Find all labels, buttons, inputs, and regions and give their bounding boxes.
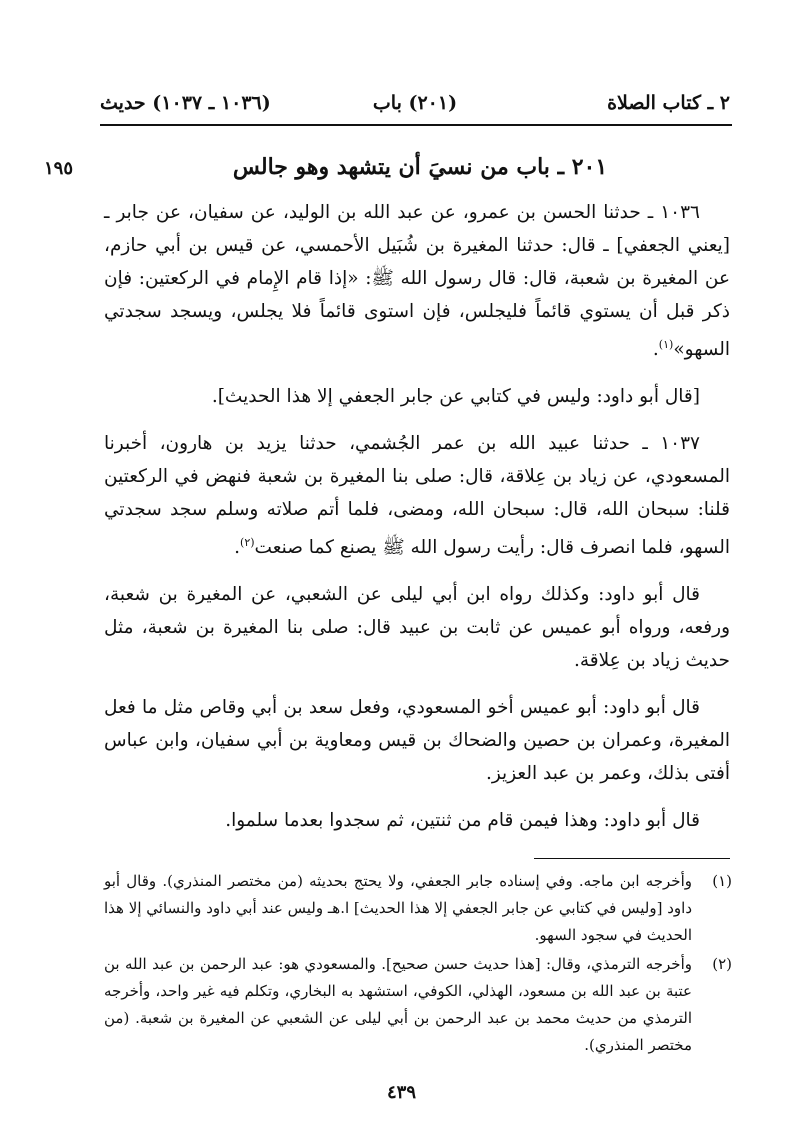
header-chapter: (٢٠١) باب [372,92,458,114]
footnote-2-mark: (٢) [712,955,732,973]
hadith-1036-text: ١٠٣٦ ـ حدثنا الحسن بن عمرو، عن عبد الله بن الوليد، عن سفيان، عن جابر ـ [يعني الجعفي] ـ قال: حدثنا المغيرة بن شُبَيل الأحمسي، عن قيس بن أبي حازم، عن المغيرة بن شعبة، قال: قال رسول الله ﷺ: «إذا قام الإِمام في الركعتين: فإن ذكر قبل أن يستوي قائماً فليجلس، فإن استوى قائماً فلا يجلس، ويسجد سجدتي السهو» [104,202,730,361]
abu-dawud-note-2: قال أبو داود: وكذلك رواه ابن أبي ليلى عن الشعبي، عن المغيرة بن شعبة، ورفعه، ورواه أبو عميس عن ثابت بن عبيد قال: صلى بنا المغيرة بن شعبة، مثل حديث زياد بن عِلاقة. [104,584,731,672]
header-divider [100,124,732,126]
footnote-divider [534,858,730,859]
header-book-title: ٢ ـ كتاب الصلاة [607,92,730,114]
hadith-1037-end: . [234,537,241,559]
chapter-title: ٢٠١ ـ باب من نسيَ أن يتشهد وهو جالس [232,154,608,180]
hadith-1036 [104,196,730,366]
footnote-1-mark: (١) [712,872,732,890]
footnote-ref-2: (٢) [240,536,255,550]
abu-dawud-note-4: قال أبو داود: وهذا فيمن قام من ثنتين، ثم سجدوا بعدما سلموا. [225,810,700,832]
abu-dawud-note-3: قال أبو داود: أبو عميس أخو المسعودي، وفعل سعد بن أبي وقاص مثل ما فعل المغيرة، وعمران بن حصين والضحاك بن قيس ومعاوية بن أبي سفيان، وابن عباس أفتى بذلك، وعمر بن عبد العزيز. [104,697,730,785]
header-hadith-range: (١٠٣٦ ـ ١٠٣٧) حديث [100,92,271,114]
footnote-ref-1: (١) [658,338,674,351]
footnote-2-text: وأخرجه الترمذي، وقال: [هذا حديث حسن صحيح]. والمسعودي هو: عبد الرحمن بن عبد الله بن عتبة بن عبد الله بن مسعود، الهذلي، الكوفي، استشهد به البخاري، وتكلم فيه غير واحد، وأخرجه الترمذي من حديث محمد بن عبد الرحمن بن أبي ليلى عن الشعبي عن المغيرة بن شعبة. (من مختصر المنذري). [104,955,692,1054]
hadith-1037 [104,427,730,564]
footnote-1-text: وأخرجه ابن ماجه. وفي إسناده جابر الجعفي، ولا يحتج بحديثه (من مختصر المنذري). وقال أبو داود [وليس في كتابي عن جابر الجعفي إلا هذا الحديث] ا.هـ وليس عند أبي داود والنسائي إلا هذا الحديث في سجود السهو. [104,872,692,944]
hadith-1036-end: . [652,339,659,361]
margin-number: ١٩٥ [44,158,74,179]
footnote-2 [104,951,732,1059]
hadith-1037-text: ١٠٣٧ ـ حدثنا عبيد الله بن عمر الجُشمي، حدثنا يزيد بن هارون، أخبرنا المسعودي، عن زياد بن عِلاقة، قال: صلى بنا المغيرة بن شعبة فنهض في الركعتين قلنا: سبحان الله، قال: سبحان الله، ومضى، فلما أتم صلاته وسلم سجد سجدتي السهو، فلما انصرف قال: رأيت رسول الله ﷺ يصنع كما صنعت [104,433,730,559]
main-text [104,196,730,851]
running-header [100,86,730,122]
footnote-1 [104,868,732,949]
abu-dawud-note-1: [قال أبو داود: وليس في كتابي عن جابر الجعفي إلا هذا الحديث]. [211,386,700,408]
page-number: ٤٣٩ [386,1082,416,1103]
footnotes [104,868,732,1061]
